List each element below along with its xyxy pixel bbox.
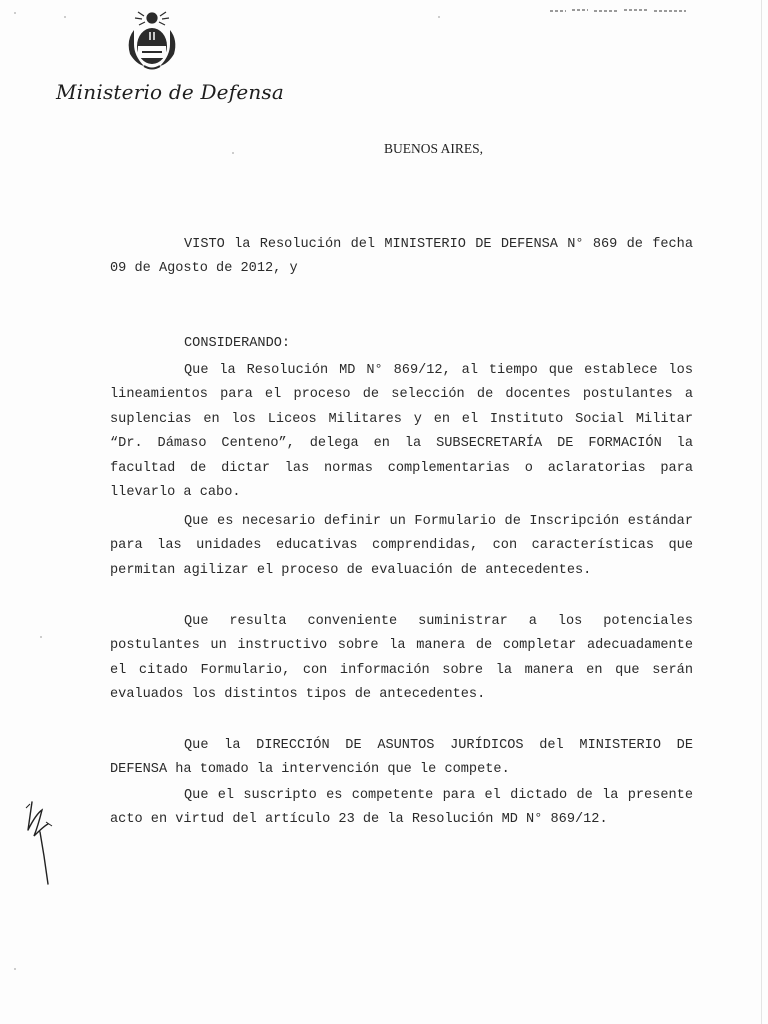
considerando-paragraph-3: Que resulta conveniente suministrar a los potenciales postulantes un instructivo sobre la manera de completar adecuadamente el citado Formulario, con información sobre la manera en que serán evaluados los distintos tipos de antecedentes. [110,614,693,703]
considerando-heading: CONSIDERANDO: [184,336,291,351]
considerando-paragraph-5: Que el suscripto es competente para el dictado de la presente acto en virtud del artículo 23 de la Resolución MD N° 869/12. [110,788,693,828]
scan-speck [14,968,16,970]
considerando-paragraph-1: Que la Resolución MD N° 869/12, al tiempo que establece los lineamientos para el proceso de selección de docentes postulantes a suplencias en los Liceos Militares y en el Instituto Social Militar “Dr. Dámaso Centeno”, delega en la SUBSECRETARÍA DE FORMACIÓN la facultad de dictar las normas complementarias o aclaratorias para llevarlo a cabo. [110,363,693,501]
scan-speck [40,636,42,638]
top-cropped-stamp [548,6,688,14]
argentina-coat-of-arms-icon [124,10,180,72]
considerando-paragraph-4: Que la DIRECCIÓN DE ASUNTOS JURÍDICOS del MINISTERIO DE DEFENSA ha tomado la intervención que le compete. [110,738,693,778]
scan-speck [438,16,440,18]
ministry-name: Ministerio de Defensa [56,80,285,104]
considerando-paragraph-2: Que es necesario definir un Formulario de Inscripción estándar para las unidades educativas comprendidas, con características que permitan agilizar el proceso de evaluación de antecedentes. [110,514,693,578]
handwritten-signature [18,796,58,888]
scan-speck [64,16,66,18]
scan-speck [232,152,234,154]
scan-speck [14,12,16,14]
city-heading: BUENOS AIRES, [384,141,484,156]
visto-paragraph: VISTO la Resolución del MINISTERIO DE DEFENSA N° 869 de fecha 09 de Agosto de 2012, y [110,237,693,277]
page-edge [761,0,762,1024]
